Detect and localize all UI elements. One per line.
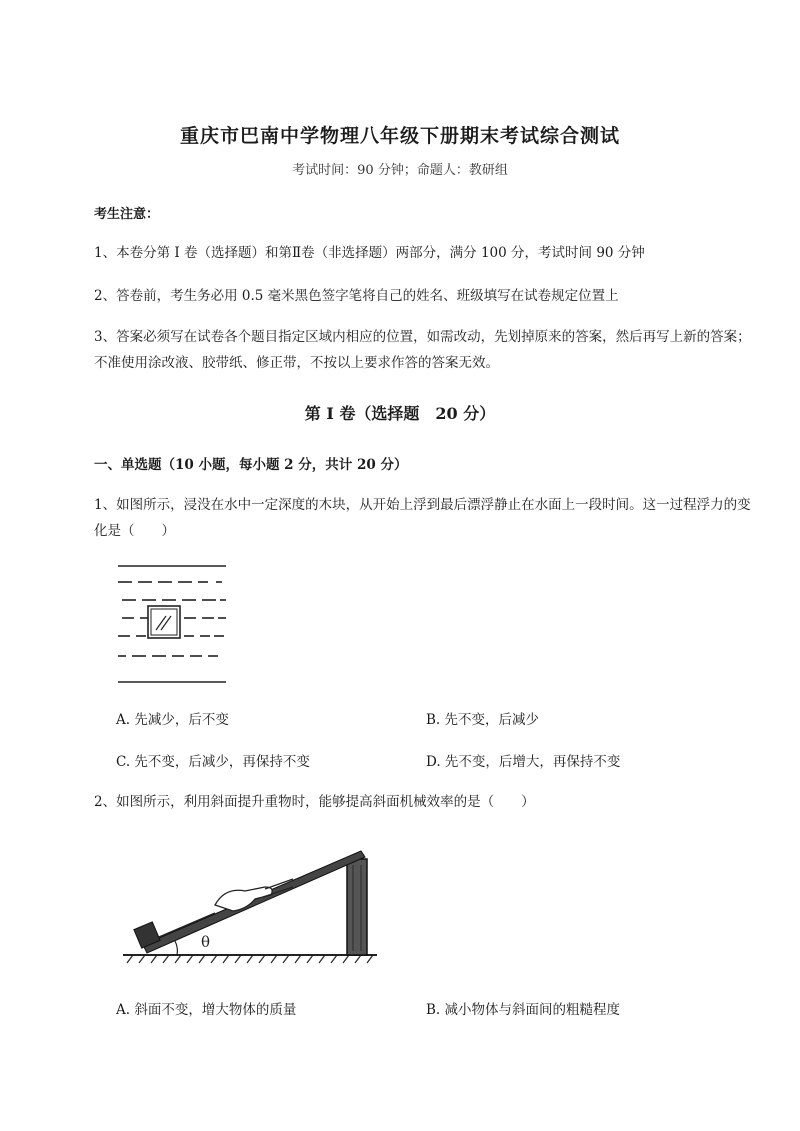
q1-option-a[interactable]: A. 先减少，后不变 xyxy=(116,712,229,728)
note-item-1: 1、本卷分第 I 卷（选择题）和第Ⅱ卷（非选择题）两部分，满分 100 分，考试时间 90 分钟 xyxy=(94,245,645,261)
exam-info: 考试时间：90 分钟；命题人：教研组 xyxy=(292,163,508,178)
section-title: 第 I 卷（选择题 20 分） xyxy=(304,404,496,423)
note-item-2: 2、答卷前，考生务必用 0.5 毫米黑色签字笔将自己的姓名、班级填写在试卷规定位置上 xyxy=(94,288,619,304)
part-heading: 一、单选题（10 小题，每小题 2 分，共计 20 分） xyxy=(94,457,408,473)
water-block-figure xyxy=(110,560,240,690)
angle-label: θ xyxy=(201,933,211,951)
notes-heading: 考生注意： xyxy=(94,207,160,222)
q1-option-c[interactable]: C. 先不变，后减少，再保持不变 xyxy=(116,754,310,770)
question-2-stem: 2、如图所示，利用斜面提升重物时，能够提高斜面机械效率的是（ ） xyxy=(94,794,535,810)
q2-option-b[interactable]: B. 减小物体与斜面间的粗糙程度 xyxy=(426,1002,621,1018)
page-title: 重庆市巴南中学物理八年级下册期末考试综合测试 xyxy=(179,125,620,147)
question-1-stem: 1、如图所示，浸没在水中一定深度的木块，从开始上浮到最后漂浮静止在水面上一段时间。这一过程浮力的变化是（ ） xyxy=(94,497,751,539)
incline-figure xyxy=(115,835,385,970)
q1-option-b[interactable]: B. 先不变，后减少 xyxy=(426,712,540,728)
q1-option-d[interactable]: D. 先不变，后增大，再保持不变 xyxy=(426,754,621,770)
q2-option-a[interactable]: A. 斜面不变，增大物体的质量 xyxy=(116,1002,297,1018)
note-item-3: 3、答案必须写在试卷各个题目指定区域内相应的位置，如需改动，先划掉原来的答案，然后再写上新的答案；不准使用涂改液、胶带纸、修正带，不按以上要求作答的答案无效。 xyxy=(94,329,751,371)
